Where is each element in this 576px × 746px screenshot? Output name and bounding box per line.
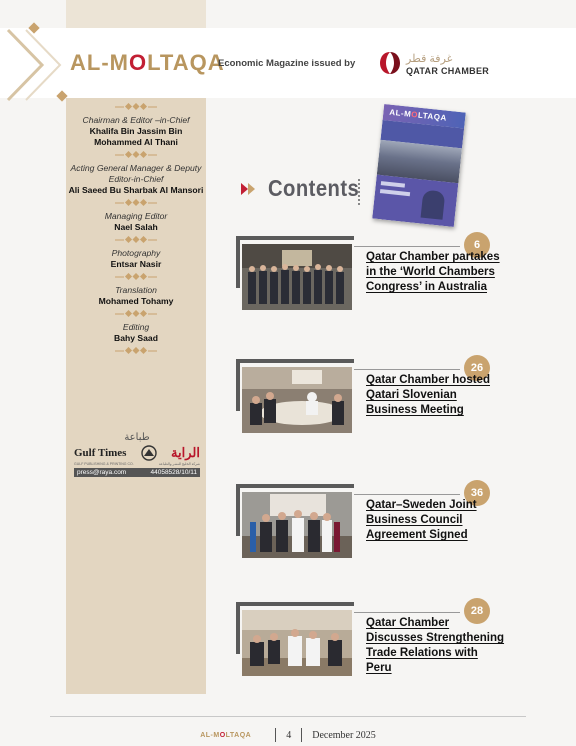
cover-title: AL-MOLTAQA (383, 104, 466, 128)
contents-title: Contents (268, 175, 360, 201)
article-entry[interactable] (236, 355, 526, 455)
credit-block (66, 211, 206, 233)
page-number-badge: 6 (464, 232, 490, 258)
printer-credit (74, 432, 200, 477)
page-number-badge: 26 (464, 355, 490, 381)
credit-name: Ali Saeed Bu Sharbak Al Mansori (68, 185, 204, 195)
gulf-times-logo: Gulf Times (74, 447, 127, 459)
credit-block (66, 248, 206, 270)
credit-block (66, 115, 206, 148)
page-footer (0, 728, 576, 742)
ornament-icon (115, 199, 157, 207)
article-title[interactable]: Qatar Chamber hosted Qatari Slovenian Business Meeting (366, 374, 490, 416)
ornament-icon (115, 151, 157, 159)
article-title[interactable]: Qatar–Sweden Joint Business Council Agreement Signed (366, 499, 477, 541)
ornament-icon (115, 310, 157, 318)
ornament-icon (115, 273, 157, 281)
printer-phone: 44058528/10/11 (150, 469, 197, 476)
qatar-chamber-emblem-icon (378, 50, 402, 76)
article-title[interactable]: Qatar Chamber Discusses Strengthening Trade Relations with Peru (366, 617, 505, 674)
printer-logos (74, 445, 200, 461)
publisher-name: QATAR CHAMBER (406, 66, 490, 76)
article-entry[interactable] (236, 480, 526, 580)
article-photo (242, 492, 352, 558)
ornament-icon (115, 347, 157, 355)
cover-lower-panel (372, 175, 458, 227)
footer-page-number: 4 (286, 729, 292, 741)
credits-panel (66, 100, 206, 359)
printer-emblem-icon (139, 445, 159, 461)
credit-role: Photography (111, 248, 161, 258)
article-entry[interactable] (236, 598, 526, 698)
ornament-icon (115, 236, 157, 244)
credit-block (66, 163, 206, 196)
footer-rule (50, 716, 526, 717)
article-photo (242, 610, 352, 676)
credit-name: Entsar Nasir (110, 259, 162, 269)
double-chevron-icon (240, 181, 258, 197)
credit-name: Nael Salah (114, 222, 158, 232)
ornament-icon (115, 103, 157, 111)
footer-logo: AL-MOLTAQA (200, 731, 252, 739)
contents-dotted-rule (358, 179, 360, 205)
printer-contact (74, 468, 200, 477)
header-tagline: Economic Magazine issued by (218, 58, 356, 69)
credit-role: Managing Editor (104, 211, 168, 221)
article-photo (242, 367, 352, 433)
article-photo (242, 244, 352, 310)
credit-role: Editing (122, 322, 150, 332)
credit-block (66, 285, 206, 307)
credit-name: Bahy Saad (114, 333, 158, 343)
al-raya-logo: الراية (171, 445, 200, 460)
page-number-badge: 28 (464, 598, 490, 624)
magazine-logo: AL-MOLTAQA (70, 50, 225, 75)
cover-thumbnail (372, 104, 466, 227)
printer-email: press@raya.com (77, 469, 127, 476)
credit-name: Mohamed Tohamy (98, 296, 174, 306)
publisher-arabic-name: غرفة قطر (406, 53, 453, 65)
footer-date: December 2025 (312, 729, 376, 741)
article-entry[interactable] (236, 232, 526, 332)
credit-role: Chairman & Editor –in-Chief (82, 115, 190, 125)
credit-role: Acting General Manager & Deputy Editor-in-Chief (70, 163, 202, 184)
article-title[interactable]: Qatar Chamber partakes in the ‘World Chambers Congress’ in Australia (366, 251, 500, 293)
page-number-badge: 36 (464, 480, 490, 506)
credit-role: Translation (115, 285, 157, 295)
sidebar-band-top (66, 0, 206, 30)
credit-block (66, 322, 206, 344)
printer-subtitle: GULF PUBLISHING & PRINTING CO. شركة الخليج للنشر والطباعة (74, 462, 200, 466)
credit-name: Khalifa Bin Jassim Bin Mohammed Al Thani (89, 126, 183, 147)
contents-heading (240, 175, 372, 202)
printer-label: طباعة (124, 432, 150, 443)
header-chevron-decoration (0, 20, 80, 110)
